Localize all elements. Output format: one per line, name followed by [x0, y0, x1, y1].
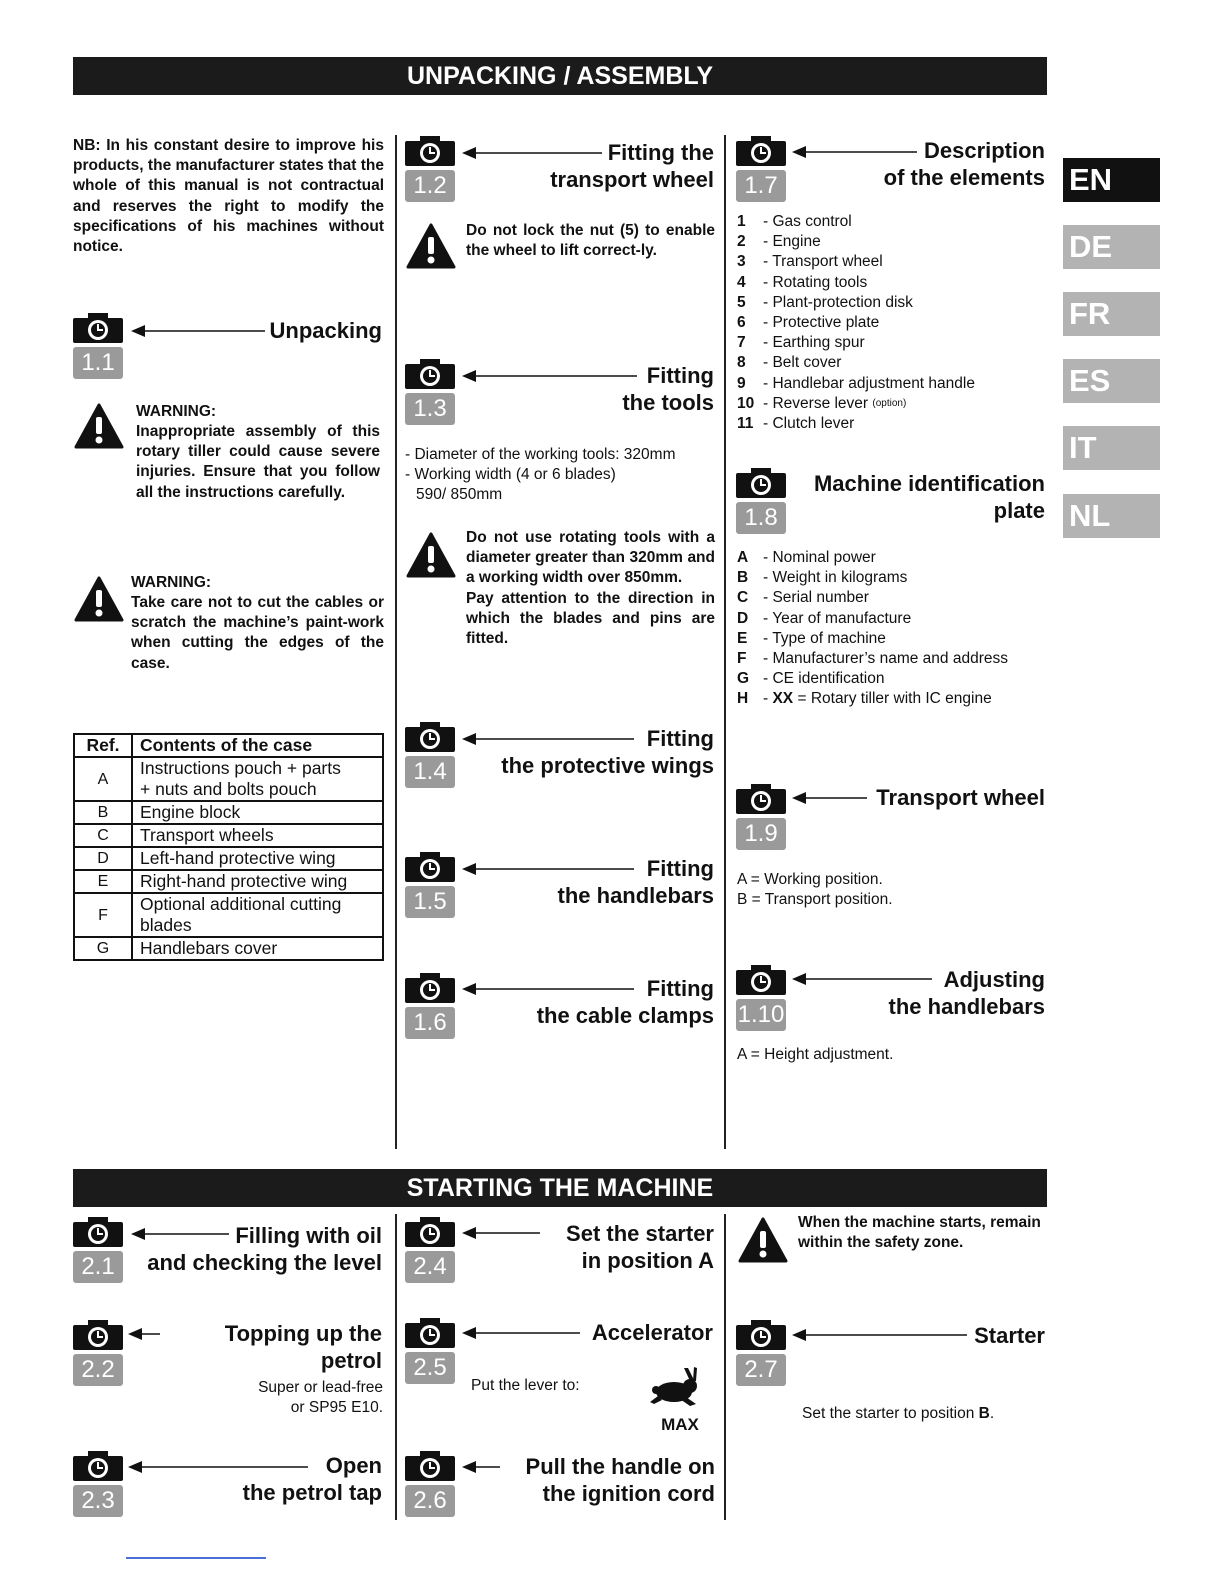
table-row: [74, 870, 383, 893]
lang-tab-es[interactable]: ES: [1063, 359, 1160, 403]
table-cell-ref: D: [74, 847, 132, 870]
list-item: 1 - Gas control: [737, 213, 852, 230]
safety-zone-warning: When the machine starts, remain within the safety zone.: [798, 1214, 1041, 1252]
camera-icon: [736, 965, 786, 995]
section-banner-starting: STARTING THE MACHINE: [73, 1169, 1047, 1207]
figure-badge-2-5: 2.5: [405, 1352, 455, 1384]
table-header-row: [74, 734, 383, 757]
camera-icon: [736, 784, 786, 814]
camera-icon: [405, 973, 455, 1003]
transport-positions: A = Working position. B = Transport position.: [737, 871, 893, 909]
section-title-handlebars: Fitting the handlebars: [557, 856, 714, 908]
warning-icon: [74, 403, 124, 449]
table-row: [74, 847, 383, 870]
figure-badge-1-6: 1.6: [405, 1007, 455, 1039]
list-item: 6 - Protective plate: [737, 314, 880, 332]
list-item: H - XX = Rotary tiller with IC engine: [737, 690, 992, 708]
figure-badge-1-8: 1.8: [736, 502, 786, 534]
figure-badge-2-3: 2.3: [73, 1485, 123, 1517]
list-item: 5 - Plant-protection disk: [737, 293, 913, 311]
section-title-fitting-tools: Fitting the tools: [622, 363, 714, 415]
table-cell-ref: C: [74, 824, 132, 847]
table-row: [74, 937, 383, 960]
list-item: G - CE identification: [737, 670, 885, 688]
warning-text: Take care not to cut the cables or scratch the machine’s paint-work when cutting the edges of the case.: [131, 594, 384, 672]
figure-badge-1-1: 1.1: [73, 347, 123, 379]
page-link-underline: [126, 1557, 266, 1559]
table-cell-contents: Left-hand protective wing: [132, 847, 383, 870]
section-title-starter-position-a: Set the starter in position A: [566, 1221, 714, 1273]
list-item: 8 - Belt cover: [737, 354, 842, 372]
camera-icon: [736, 1320, 786, 1350]
camera-icon: [405, 1318, 455, 1348]
lang-tab-it[interactable]: IT: [1063, 426, 1160, 470]
table-row: [74, 757, 383, 801]
figure-badge-1-5: 1.5: [405, 886, 455, 918]
table-cell-contents: Engine block: [132, 801, 383, 824]
list-item: 10 - Reverse lever (option): [737, 394, 907, 412]
table-cell-ref: A: [74, 757, 132, 801]
section-title-adjusting-handlebars: Adjusting the handlebars: [888, 967, 1045, 1019]
table-cell-contents: Optional additional cutting blades: [132, 893, 383, 937]
section-title-cable-clamps: Fitting the cable clamps: [536, 976, 714, 1028]
section-title-starter: Starter: [974, 1323, 1045, 1348]
camera-icon: [73, 313, 123, 343]
lever-instruction: Put the lever to:: [471, 1377, 580, 1394]
warning-label: WARNING:: [136, 403, 217, 420]
camera-icon: [736, 136, 786, 166]
table-cell-ref: G: [74, 937, 132, 960]
table-cell-contents: Instructions pouch + parts + nuts and bolts pouch: [132, 757, 383, 801]
table-row: [74, 824, 383, 847]
list-item: 3 - Transport wheel: [737, 253, 883, 271]
warning-icon: [74, 576, 124, 622]
height-adjustment-text: A = Height adjustment.: [737, 1046, 894, 1063]
list-item: D - Year of manufacture: [737, 609, 912, 627]
identification-list: [737, 548, 1037, 710]
column-divider: [724, 135, 726, 1149]
table-cell-contents: Transport wheels: [132, 824, 383, 847]
column-divider: [724, 1214, 726, 1520]
elements-list: [737, 212, 1037, 434]
warning-text: Do not use rotating tools with a diameter greater than 320mm and a working width over 850mm. Pay attention to the direction in which the blades and pins are fitted.: [466, 529, 715, 648]
table-row: [74, 893, 383, 937]
figure-badge-2-2: 2.2: [73, 1354, 123, 1386]
figure-badge-2-7: 2.7: [736, 1354, 786, 1386]
max-label: MAX: [661, 1415, 699, 1434]
arrow-left-icon: [131, 324, 265, 338]
arrow-left-icon: [462, 1460, 500, 1474]
figure-badge-1-9: 1.9: [736, 818, 786, 850]
nb-disclaimer: NB: In his constant desire to improve his products, the manufacturer states that the whole of this manual is not contractual and reserves the right to modify the specifications of his machines without notice.: [73, 137, 384, 256]
camera-icon: [405, 852, 455, 882]
section-title-protective-wings: Fitting the protective wings: [501, 726, 714, 778]
warning-icon: [406, 532, 456, 578]
list-item: C - Serial number: [737, 589, 869, 607]
arrow-left-icon: [792, 1328, 967, 1342]
table-header-ref: Ref.: [74, 734, 132, 757]
column-divider: [395, 135, 397, 1149]
lang-tab-en[interactable]: EN: [1063, 158, 1160, 202]
lang-tab-nl[interactable]: NL: [1063, 494, 1160, 538]
camera-icon: [73, 1320, 123, 1350]
section-title-transport-wheel: Fitting the transport wheel: [550, 140, 714, 192]
camera-icon: [73, 1451, 123, 1481]
fuel-type-text: Super or lead-free or SP95 E10.: [258, 1379, 383, 1417]
section-title-topping-petrol: Topping up the petrol: [224, 1321, 382, 1373]
warning-text: Do not lock the nut (5) to enable the wheel to lift correct-ly.: [466, 222, 715, 260]
section-banner-unpacking: UNPACKING / ASSEMBLY: [73, 57, 1047, 95]
list-item: E - Type of machine: [737, 629, 886, 647]
section-title-ignition-cord: Pull the handle on the ignition cord: [525, 1454, 715, 1506]
lang-tab-de[interactable]: DE: [1063, 225, 1160, 269]
table-cell-contents: Right-hand protective wing: [132, 870, 383, 893]
warning-text: Inappropriate assembly of this rotary tiller could cause severe injuries. Ensure that you follow all the instructions carefully.: [136, 423, 380, 501]
section-title-description: Description of the elements: [883, 138, 1045, 190]
table-cell-contents: Handlebars cover: [132, 937, 383, 960]
figure-badge-2-6: 2.6: [405, 1485, 455, 1517]
rabbit-icon: [646, 1366, 704, 1408]
table-cell-ref: E: [74, 870, 132, 893]
section-title-unpacking: Unpacking: [269, 318, 382, 343]
list-item: B - Weight in kilograms: [737, 569, 908, 587]
list-item: 4 - Rotating tools: [737, 273, 868, 291]
starter-instruction: Set the starter to position B.: [802, 1405, 995, 1422]
camera-icon: [405, 722, 455, 752]
figure-badge-1-10: 1.10: [736, 999, 786, 1031]
figure-badge-1-4: 1.4: [405, 756, 455, 788]
list-item: 7 - Earthing spur: [737, 334, 865, 352]
lang-tab-fr[interactable]: FR: [1063, 292, 1160, 336]
camera-icon: [405, 1451, 455, 1481]
warning-label: WARNING:: [131, 574, 212, 591]
arrow-left-icon: [792, 791, 867, 805]
table-cell-ref: B: [74, 801, 132, 824]
table-cell-ref: F: [74, 893, 132, 937]
camera-icon: [405, 136, 455, 166]
section-title-identification-plate: Machine identification plate: [813, 471, 1045, 523]
warning-icon: [406, 223, 456, 269]
arrow-left-icon: [128, 1327, 160, 1341]
contents-table: [73, 733, 384, 961]
camera-icon: [73, 1217, 123, 1247]
section-title-accelerator: Accelerator: [591, 1320, 713, 1345]
figure-badge-2-1: 2.1: [73, 1251, 123, 1283]
arrow-left-icon: [462, 1226, 540, 1240]
section-title-transport-wheel-positions: Transport wheel: [876, 785, 1045, 810]
table-row: [74, 801, 383, 824]
camera-icon: [736, 468, 786, 498]
section-title-filling-oil: Filling with oil and checking the level: [147, 1223, 382, 1275]
list-item: 9 - Handlebar adjustment handle: [737, 374, 975, 392]
arrow-left-icon: [462, 1326, 580, 1340]
figure-badge-1-7: 1.7: [736, 170, 786, 202]
column-divider: [395, 1214, 397, 1520]
warning-icon: [738, 1217, 788, 1263]
list-item: F - Manufacturer’s name and address: [737, 650, 1008, 668]
figure-badge-1-3: 1.3: [405, 393, 455, 425]
section-title-petrol-tap: Open the petrol tap: [242, 1453, 382, 1505]
figure-badge-2-4: 2.4: [405, 1251, 455, 1283]
camera-icon: [405, 1217, 455, 1247]
table-header-contents: Contents of the case: [132, 734, 383, 757]
list-item: A - Nominal power: [737, 549, 876, 566]
list-item: 11 - Clutch lever: [737, 415, 855, 433]
list-item: 2 - Engine: [737, 233, 821, 251]
camera-icon: [405, 359, 455, 389]
tools-specs: - Diameter of the working tools: 320mm - Working width (4 or 6 blades) 590/ 850mm: [405, 446, 676, 504]
figure-badge-1-2: 1.2: [405, 170, 455, 202]
